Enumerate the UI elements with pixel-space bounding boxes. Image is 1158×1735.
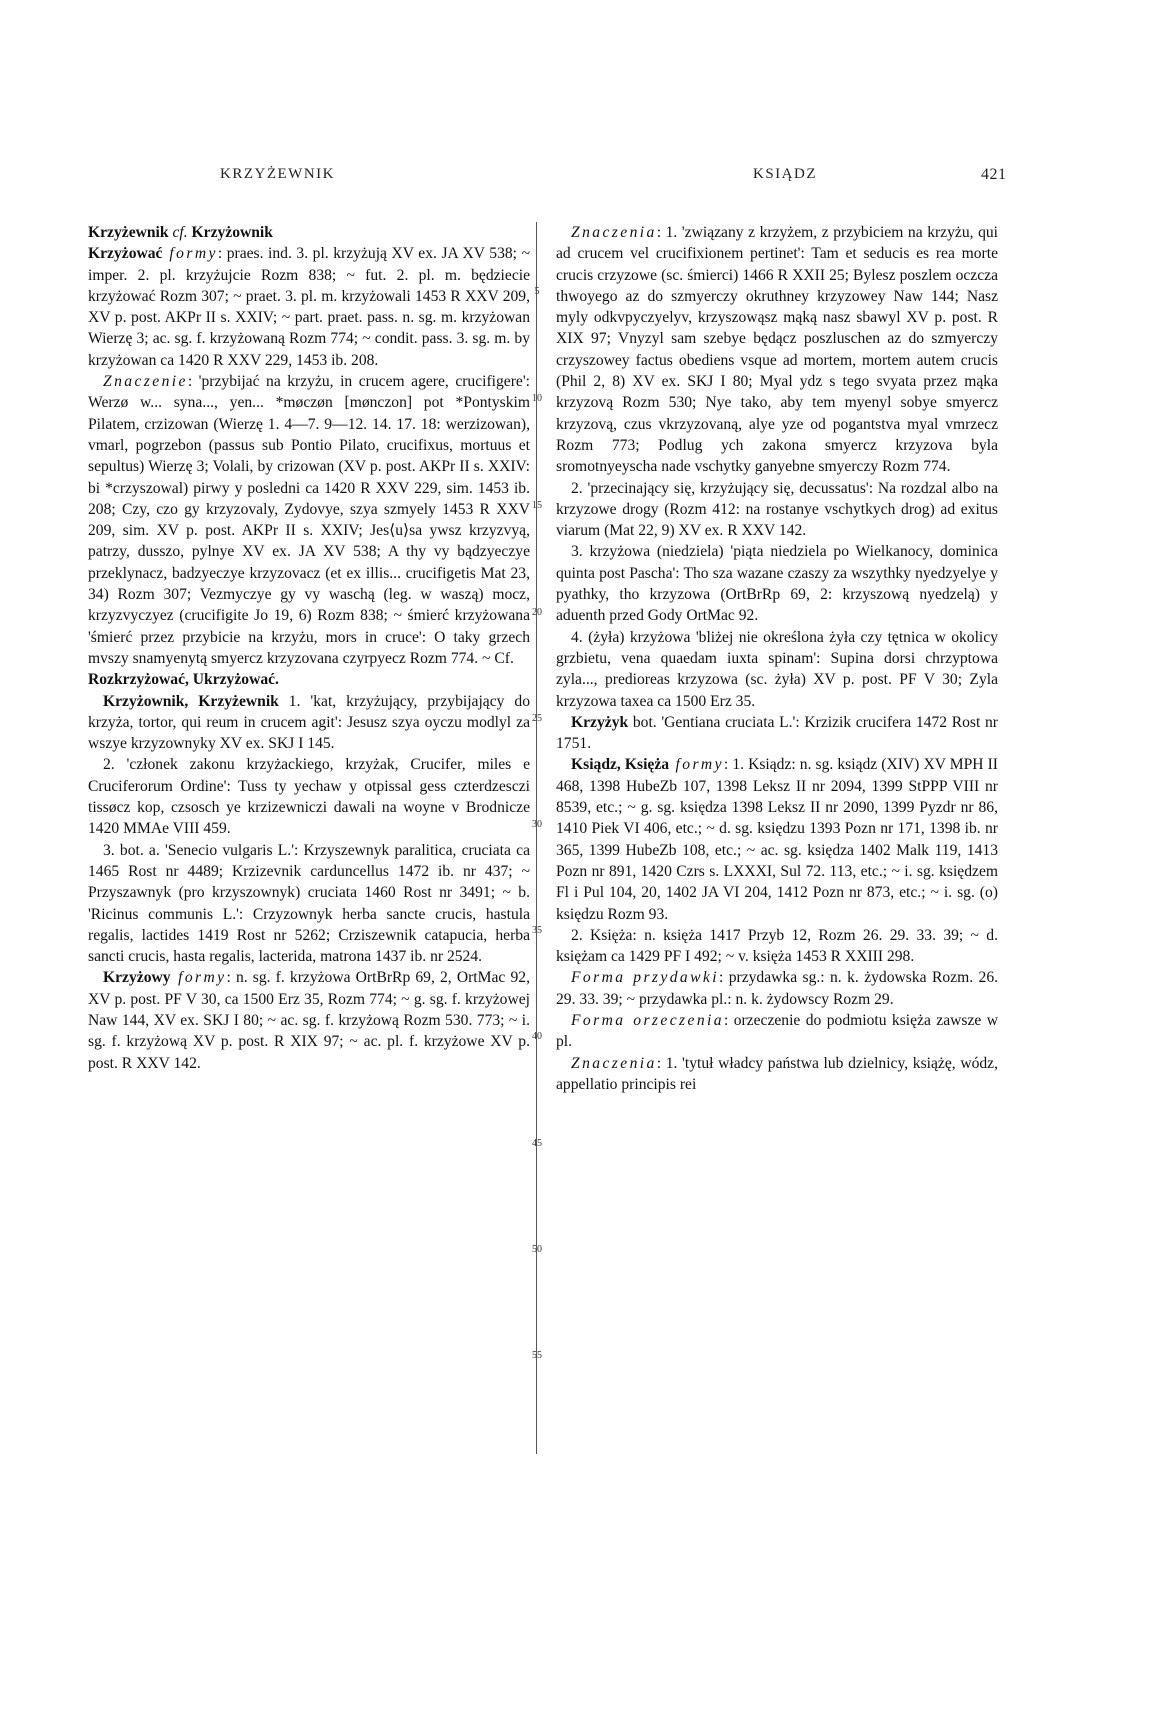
line-number: 40 bbox=[532, 1031, 542, 1042]
section-label: Znaczenie bbox=[103, 373, 188, 391]
entry-ksieza-forms bbox=[556, 925, 998, 968]
entry-text: 2. 'członek zakonu krzyżackiego, krzyżak, Crucifer, miles e Cruciferorum Ordine': Tuss ty yechaw y otpissal gess czterdzesczi tissøcz kop, czsosch ye krzizewniczi dawali na woyne v Brodnicze 1420 MMAe VIII 459. bbox=[88, 756, 530, 838]
entry-text: : 1. Ksiądz: n. sg. ksiądz (XIV) XV MPH II 468, 1398 HubeZb 107, 1398 Leksz II nr 2094, 1399 StPPP VIII nr 8539, etc.; ~ g. sg. księdza 1398 Leksz II nr 2090, 1399 Pyzdr nr 86, 1410 Piek VI 406, etc.; ~ d. sg. księdzu 1393 Pozn nr 171, 1398 ib. nr 365, 1399 HubeZb 108, etc.; ~ ac. sg. księdza 1402 Malk 119, 1413 Pozn nr 891, 1420 Czrs s. LXXXI, Sul 72. 113, etc.; ~ i. sg. księdzem Fl i Pul 104, 20, 1402 JA VI 204, 1412 Pozn nr 873, etc.; ~ i. sg. (o) księdzu Rozm 93. bbox=[556, 756, 999, 923]
running-header bbox=[0, 166, 1158, 194]
section-label: formy bbox=[170, 969, 227, 987]
section-label: Forma przydawki bbox=[571, 969, 719, 987]
entry-text: : praes. ind. 3. pl. krzyżują XV ex. JA XV 538; ~ imper. 2. pl. krzyżujcie Rozm 838; ~ fut. 2. pl. m. będziecie krzyżować Rozm 307; ~ praet. 3. pl. m. krzyżowali 1453 R XXV 209, XV p. post. AKPr II s. XXIV; ~ part. praet. pass. n. sg. m. krzyżowan Wierzę 3; ac. sg. f. krzyżowaną Rozm 774; ~ condit. pass. 3. sg. m. by krzyżowan ca 1420 R XXV 229, 1453 ib. 208. bbox=[88, 245, 530, 369]
right-column bbox=[556, 222, 998, 1095]
cross-reference: Rozkrzyżować, Ukrzyżować. bbox=[88, 671, 279, 689]
line-number: 10 bbox=[532, 393, 542, 404]
headword: Krzyżyk bbox=[571, 713, 629, 731]
line-number: 20 bbox=[532, 607, 542, 618]
section-label: Forma orzeczenia bbox=[571, 1011, 724, 1029]
entry-text: : 'przybijać na krzyżu, in crucem agere, crucifigere': Werzø w... syna..., yen... *møczøn [mønczon] pot *Pontyskim Pilatem, crzizowan (Wierzę 1. 4—7. 9—12. 14. 17. 18: werzizowan), vmarl, pogrzebon (passus sub Pontio Pilato, crucifixus, mortuus et sepultus) Wierzę 3; Volali, by crizowan (XV p. post. AKPr II s. XXIV: bi *crzyszowal) pirwy y posledni ca 1420 R XXV 229, sim. 1453 ib. 208; Czy, czo gy krzyzovaly, Zydovye, szya szmyely 1453 R XXV 209, sim. XV p. post. AKPr II s. XXIV; Jes⟨u⟩sa ywsz krzyzvyą, patrzy, dusszo, pylnye XV ex. JA XV 538; A thy vy bądzyeczye przeklynacz, badzyeczye krzyzovacz (et ex illis... crucifigetis Mat 23, 34) Rozm 307; Vezmyczye gy vy waschą (leg. w waszą) mocz, krzyzvyczyez (crucifigite Jo 19, 6) Rozm 838; ~ śmierć krzyżowana 'śmierć przez przybicie na krzyżu, mors in cruce': O taky grzech mvszy snamyenytą smyercz krzyzovana czyrpyecz Rozm 774. ~ Cf. bbox=[88, 373, 530, 667]
headword: Krzyżewnik bbox=[88, 224, 169, 241]
entry-text: 3. bot. a. 'Senecio vulgaris L.': Krzyszewnyk paralitica, cruciata ca 1465 Rost nr 4489; Krzizevnik carduncellus 1472 ib. nr 437; ~ Przyszawnyk (pro krzyszownyk) cruciata 1460 Rost nr 3491; ~ b. 'Ricinus communis L.': Crzyzownyk herba sancte crucis, hastula regalis, lactides 1419 Rost nr 5262; Crziszewnik catapucia, herba sancti crucis, hasta regalis, lacterida, matrona 1437 ib. nr 2524. bbox=[88, 841, 530, 966]
entry-krzyzowac bbox=[88, 243, 530, 371]
entry-sense-3 bbox=[88, 840, 530, 968]
entry-text: 2. Księża: n. księża 1417 Przyb 12, Rozm 26. 29. 33. 39; ~ d. księżam ca 1429 PF I 492; ~ v. księża 1453 R XXIII 298. bbox=[556, 926, 998, 966]
entry-krzyzewnik bbox=[88, 222, 530, 243]
section-label: Znaczenia bbox=[571, 1054, 657, 1072]
entry-meaning bbox=[88, 371, 530, 690]
entry-text: : 1. 'związany z krzyżem, z przybiciem na krzyżu, qui ad crucem vel crucifixionem pertinet': Tam et seducis es rea morte crucis crzyzowe (sc. śmierci) 1466 R XXII 25; Bylesz poszlem oczcza thwoyego az do szmyerczy okruthney krzyzowey Naw 144; Nasz myly odkvpyczyelyv, krzyszowąsz mąką nasz sbawyl XV p. post. R XIX 97; Vnyzyl sam szebye będącz poszluschen az do szmyerczy crzyszowey factus obediens vsque ad mortem, mortem autem crucis (Phil 2, 8) XV ex. SKJ I 80; Myal ydz s tego svyata przez mąka krzyzovą Rozm 530; Nye tako, aby tem myenyl sobye smyercz krzyzovą, czus vkrzyzovaną, alye yze od pogantstva myal vmrzecz Rozm 773; Podlug ych zakona smyercz krzyzova byla sromotnyeyscha nade vschytky ganyebne smyerczy Rozm 774. bbox=[556, 224, 998, 476]
cross-reference: Krzyżownik bbox=[191, 224, 273, 241]
entry-text: 1. 'kat, krzyżujący, przybijający do krzyża, tortor, qui reum in crucem agit': Jesusz szya oyczu modlyl za wszye krzyzownyky XV ex. SKJ I 145. bbox=[88, 692, 530, 753]
entry-krzyzownik bbox=[88, 691, 530, 755]
entry-krzyzyk bbox=[556, 712, 998, 755]
entry-attribute-form bbox=[556, 967, 998, 1010]
headword: Ksiądz, Księża bbox=[571, 756, 670, 774]
line-number: 30 bbox=[532, 819, 542, 830]
header-left-word: KRZYŻEWNIK bbox=[220, 166, 335, 182]
entry-krzyzowy bbox=[88, 967, 530, 1073]
entry-sense-3 bbox=[556, 541, 998, 626]
line-number: 15 bbox=[532, 500, 542, 511]
entry-text: 3. krzyżowa (niedziela) 'piąta niedziela po Wielkanocy, dominica quinta post Pascha': Tho sza wazane czaszy za wszythky nyedzyelye y pyathky, tho krzyzowa (OrtBrRp 69, 2: krzyszową nyedzelą) y aduenth przed Gody OrtMac 92. bbox=[556, 543, 998, 625]
column-divider bbox=[536, 222, 537, 1454]
entry-text: : przydawka sg.: n. k. żydowska Rozm. 26. 29. 33. 39; ~ przydawka pl.: n. k. żydowscy Rozm 29. bbox=[556, 969, 999, 1008]
headword: Krzyżować bbox=[88, 245, 163, 263]
line-number: 25 bbox=[532, 713, 542, 724]
entry-text: : n. sg. f. krzyżowa OrtBrRp 69, 2, OrtMac 92, XV p. post. PF V 30, ca 1500 Erz 35, Rozm 774; ~ g. sg. f. krzyżowej Naw 144, XV ex. SKJ I 80; ~ ac. sg. f. krzyżową Rozm 530. 773; ~ i. sg. f. krzyżową XV p. post. R XIX 97; ~ ac. pl. f. krzyżowe XV p. post. R XXV 142. bbox=[88, 969, 530, 1072]
headword: Krzyżownik, Krzyżewnik bbox=[103, 692, 279, 710]
entry-text: : orzeczenie do podmiotu księża zawsze w pl. bbox=[556, 1011, 998, 1051]
line-number: 55 bbox=[532, 1350, 542, 1361]
entry-sense-2 bbox=[88, 754, 530, 839]
entry-text: 2. 'przecinający się, krzyżujący się, decussatus': Na rozdzal albo na krzyzowe drogy (Rozm 412: na rostanye vschytkych drog) ad exitus viarum (Mat 22, 9) XV ex. R XXV 142. bbox=[556, 479, 998, 540]
section-label: Znaczenia bbox=[571, 224, 657, 241]
line-number: 5 bbox=[534, 286, 540, 297]
entry-text: 4. (żyła) krzyżowa 'bliżej nie określona żyła czy tętnica w okolicy grzbietu, vena quaedam iuxta spinam': Supina dorsi chrzyptowa zyla..., predioreas krzyzowa (sc. żyła) XV p. post. PF V 30; Zyla krzyzowa taxea ca 1500 Erz 35. bbox=[556, 628, 998, 710]
entry-sense-4 bbox=[556, 627, 998, 712]
entry-text: : 1. 'tytuł władcy państwa lub dzielnicy, książę, wódz, appellatio principis rei bbox=[556, 1054, 998, 1093]
section-label: formy bbox=[162, 245, 218, 263]
entry-ksiadz bbox=[556, 754, 998, 924]
section-label: formy bbox=[669, 756, 724, 774]
left-column bbox=[88, 222, 530, 1074]
headword: Krzyżowy bbox=[103, 969, 171, 987]
entry-meaning bbox=[556, 222, 998, 478]
entry-meanings bbox=[556, 1053, 998, 1096]
entry-text: cf. bbox=[168, 224, 192, 241]
line-number: 35 bbox=[532, 925, 542, 936]
page-number: 421 bbox=[981, 166, 1007, 183]
entry-text: bot. 'Gentiana cruciata L.': Krzizik crucifera 1472 Rost nr 1751. bbox=[556, 713, 998, 753]
header-right-word: KSIĄDZ bbox=[753, 166, 817, 182]
entry-sense-2 bbox=[556, 478, 998, 542]
line-number: 50 bbox=[532, 1244, 542, 1255]
line-number: 45 bbox=[532, 1138, 542, 1149]
entry-predicate-form bbox=[556, 1010, 998, 1053]
